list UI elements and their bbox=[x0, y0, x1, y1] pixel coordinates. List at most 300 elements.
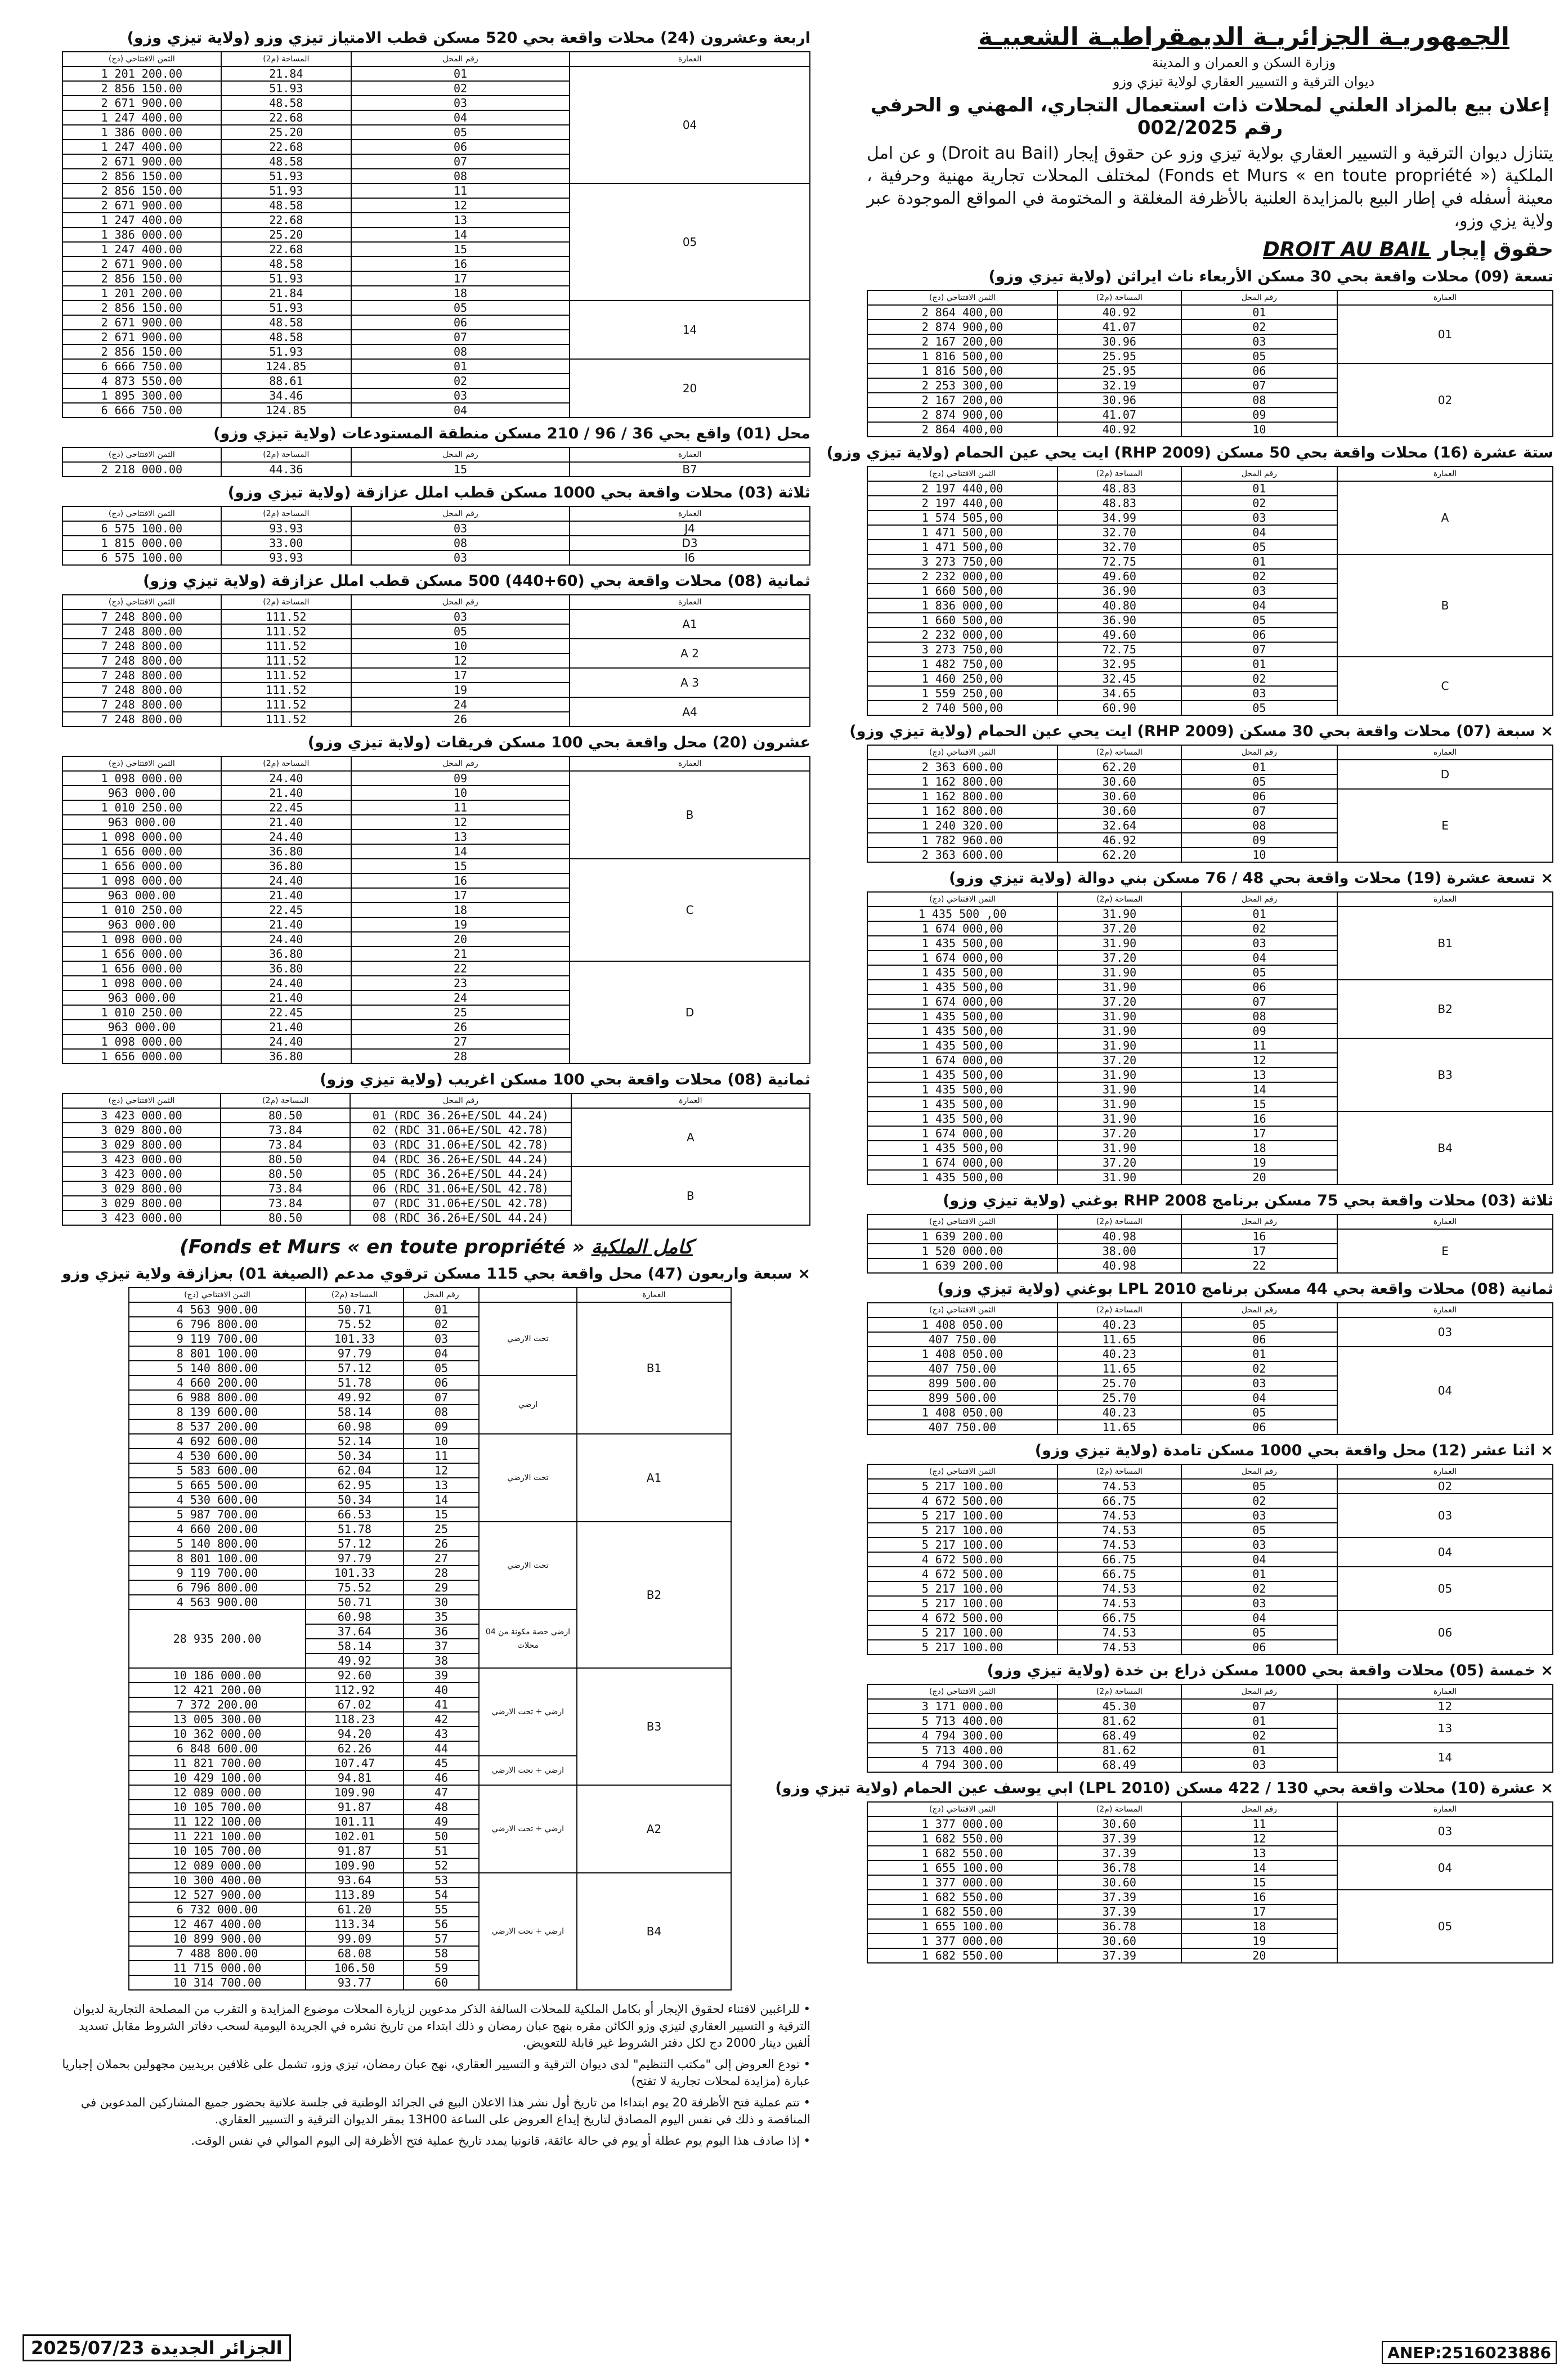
level-cell: ارضي حصة مكونة من 04 محلات bbox=[479, 1610, 577, 1668]
unit-cell: 14 bbox=[1181, 1861, 1337, 1875]
area-cell: 74.53 bbox=[1058, 1479, 1181, 1494]
unit-cell: 06 bbox=[1181, 1332, 1337, 1347]
unit-cell: 20 bbox=[1181, 1170, 1337, 1185]
table-header-row bbox=[867, 745, 1553, 760]
unit-cell: 52 bbox=[404, 1858, 479, 1873]
unit-cell: 05 bbox=[1181, 540, 1337, 554]
unit-cell: 03 bbox=[404, 1332, 479, 1346]
unit-cell: 02 bbox=[351, 81, 570, 96]
price-cell: 963 000.00 bbox=[62, 888, 221, 903]
price-cell: 2 874 900,00 bbox=[867, 407, 1058, 422]
table-header-cell: المساحة (م2) bbox=[1058, 1464, 1181, 1479]
price-cell: 1 656 000.00 bbox=[62, 961, 221, 976]
area-cell: 91.87 bbox=[306, 1800, 404, 1814]
price-cell: 1 656 000.00 bbox=[62, 844, 221, 859]
area-cell: 22.68 bbox=[221, 110, 351, 125]
unit-cell: 13 bbox=[404, 1478, 479, 1492]
building-cell: 04 bbox=[1337, 1537, 1553, 1567]
price-cell: 1 559 250,00 bbox=[867, 686, 1058, 701]
building-cell: B3 bbox=[1337, 1038, 1553, 1111]
unit-cell: 11 bbox=[351, 800, 570, 815]
price-cell: 1 471 500,00 bbox=[867, 525, 1058, 540]
price-cell: 10 186 000.00 bbox=[129, 1668, 306, 1683]
table-row bbox=[129, 1522, 731, 1536]
price-cell: 2 856 150.00 bbox=[62, 81, 221, 96]
building-cell: 02 bbox=[1337, 1479, 1553, 1494]
area-cell: 99.09 bbox=[306, 1931, 404, 1946]
unit-cell: 03 bbox=[351, 96, 570, 110]
price-cell: 10 362 000.00 bbox=[129, 1727, 306, 1741]
area-cell: 66.75 bbox=[1058, 1567, 1181, 1581]
unit-cell: 37 bbox=[404, 1639, 479, 1653]
price-cell: 5 987 700.00 bbox=[129, 1507, 306, 1522]
area-cell: 51.93 bbox=[221, 169, 351, 183]
price-cell: 1 682 550.00 bbox=[867, 1948, 1058, 1963]
price-cell: 6 732 000.00 bbox=[129, 1902, 306, 1917]
table-header-cell: العمارة bbox=[577, 1288, 731, 1302]
table-row bbox=[867, 1714, 1553, 1728]
unit-cell: 04 bbox=[1181, 951, 1337, 965]
table-row bbox=[867, 305, 1553, 320]
unit-cell: 13 bbox=[351, 830, 570, 844]
fonds-title-lat: (Fonds et Murs « en toute propriété » bbox=[180, 1236, 585, 1258]
table-header-cell: الثمن الافتتاحي (دج) bbox=[867, 290, 1058, 305]
area-cell: 25.70 bbox=[1058, 1376, 1181, 1391]
price-cell: 1 674 000,00 bbox=[867, 994, 1058, 1009]
price-cell: 1 674 000,00 bbox=[867, 1126, 1058, 1141]
level-cell: ارضي + تحت الارضي bbox=[479, 1668, 577, 1756]
price-cell: 10 300 400.00 bbox=[129, 1873, 306, 1888]
unit-cell: 42 bbox=[404, 1712, 479, 1727]
area-cell: 48.58 bbox=[221, 315, 351, 330]
area-cell: 62.04 bbox=[306, 1463, 404, 1478]
table-row bbox=[867, 1317, 1553, 1332]
unit-cell: 55 bbox=[404, 1902, 479, 1917]
building-cell: J4 bbox=[570, 521, 810, 536]
unit-cell: 03 bbox=[1181, 1508, 1337, 1523]
building-cell: 04 bbox=[1337, 1347, 1553, 1434]
building-cell: D bbox=[1337, 760, 1553, 789]
price-cell: 4 794 300.00 bbox=[867, 1728, 1058, 1743]
price-cell: 1 435 500,00 bbox=[867, 1024, 1058, 1038]
unit-cell: 10 bbox=[1181, 422, 1337, 437]
unit-cell: 06 bbox=[351, 140, 570, 154]
table-row bbox=[62, 609, 810, 624]
unit-cell: 38 bbox=[404, 1653, 479, 1668]
table-row bbox=[62, 697, 810, 712]
table-header-cell: الثمن الافتتاحي (دج) bbox=[62, 52, 221, 66]
price-cell: 2 856 150.00 bbox=[62, 271, 221, 286]
building-cell: 14 bbox=[1337, 1743, 1553, 1772]
price-cell: 12 527 900.00 bbox=[129, 1888, 306, 1902]
area-cell: 22.68 bbox=[221, 242, 351, 257]
price-cell: 1 435 500,00 bbox=[867, 1009, 1058, 1024]
table-header-cell: رقم المحل bbox=[1181, 892, 1337, 907]
building-cell: A 2 bbox=[570, 639, 810, 668]
price-cell: 7 248 800.00 bbox=[62, 683, 221, 697]
area-cell: 37.20 bbox=[1058, 921, 1181, 936]
table-header-row bbox=[62, 595, 810, 609]
price-cell: 6 575 100.00 bbox=[62, 550, 221, 565]
area-cell: 73.84 bbox=[221, 1181, 350, 1196]
price-cell: 407 750.00 bbox=[867, 1332, 1058, 1347]
price-cell: 5 217 100.00 bbox=[867, 1479, 1058, 1494]
unit-cell: 01 bbox=[351, 359, 570, 374]
price-cell: 2 232 000,00 bbox=[867, 627, 1058, 642]
area-cell: 21.84 bbox=[221, 66, 351, 81]
unit-cell: 10 bbox=[1181, 848, 1337, 862]
area-cell: 37.20 bbox=[1058, 951, 1181, 965]
price-cell: 5 217 100.00 bbox=[867, 1537, 1058, 1552]
unit-cell: 03 bbox=[1181, 1758, 1337, 1772]
unit-cell: 25 bbox=[351, 1005, 570, 1020]
unit-cell: 04 bbox=[1181, 1611, 1337, 1625]
area-cell: 31.90 bbox=[1058, 936, 1181, 951]
unit-cell: 28 bbox=[351, 1049, 570, 1064]
area-cell: 97.79 bbox=[306, 1551, 404, 1566]
area-cell: 30.60 bbox=[1058, 774, 1181, 789]
price-cell: 9 119 700.00 bbox=[129, 1332, 306, 1346]
price-cell: 13 005 300.00 bbox=[129, 1712, 306, 1727]
unit-cell: 28 bbox=[404, 1566, 479, 1580]
price-cell: 2 363 600.00 bbox=[867, 848, 1058, 862]
area-cell: 25.20 bbox=[221, 227, 351, 242]
table-header-cell: الثمن الافتتاحي (دج) bbox=[62, 447, 221, 462]
unit-cell: 21 bbox=[351, 947, 570, 961]
anep-reference: ANEP:2516023886 bbox=[1382, 2341, 1557, 2364]
level-cell: ارضي + تحت الارضي bbox=[479, 1785, 577, 1873]
price-cell: 2 671 900.00 bbox=[62, 154, 221, 169]
table-header-cell bbox=[479, 1288, 577, 1302]
unit-cell: 35 bbox=[404, 1610, 479, 1624]
level-cell: ارضي + تحت الارضي bbox=[479, 1756, 577, 1785]
unit-cell: 03 bbox=[1181, 686, 1337, 701]
price-cell: 1 639 200.00 bbox=[867, 1258, 1058, 1273]
price-cell: 7 372 200.00 bbox=[129, 1697, 306, 1712]
area-cell: 111.52 bbox=[221, 697, 351, 712]
area-cell: 31.90 bbox=[1058, 1141, 1181, 1155]
unit-cell: 06 bbox=[1181, 1640, 1337, 1655]
price-cell: 8 801 100.00 bbox=[129, 1551, 306, 1566]
price-cell: 3 171 000.00 bbox=[867, 1699, 1058, 1714]
unit-cell: 02 bbox=[1181, 1728, 1337, 1743]
unit-cell: 51 bbox=[404, 1844, 479, 1858]
building-cell: 13 bbox=[1337, 1714, 1553, 1743]
price-cell: 1 377 000.00 bbox=[867, 1934, 1058, 1948]
section-title: ثمانية (08) محلات واقعة بحي 44 مسكن برنامج LPL 2010 بوغني (ولاية تيزي وزو) bbox=[937, 1280, 1553, 1298]
area-cell: 34.46 bbox=[221, 388, 351, 403]
area-cell: 30.60 bbox=[1058, 1934, 1181, 1948]
area-cell: 31.90 bbox=[1058, 1024, 1181, 1038]
unit-cell: 14 bbox=[404, 1492, 479, 1507]
unit-cell: 22 bbox=[351, 961, 570, 976]
area-cell: 58.14 bbox=[306, 1405, 404, 1419]
price-cell: 5 217 100.00 bbox=[867, 1596, 1058, 1611]
area-cell: 22.45 bbox=[221, 903, 351, 917]
area-cell: 25.20 bbox=[221, 125, 351, 140]
area-cell: 118.23 bbox=[306, 1712, 404, 1727]
unit-cell: 08 bbox=[351, 169, 570, 183]
area-cell: 40.98 bbox=[1058, 1229, 1181, 1244]
table-header-row bbox=[62, 447, 810, 462]
unit-cell: 24 bbox=[351, 990, 570, 1005]
price-cell: 2 197 440,00 bbox=[867, 481, 1058, 496]
building-cell: 04 bbox=[570, 66, 810, 183]
unit-cell: 06 bbox=[1181, 1420, 1337, 1434]
unit-cell: 05 bbox=[1181, 774, 1337, 789]
building-cell: B bbox=[570, 771, 810, 859]
price-cell: 1 435 500,00 bbox=[867, 1111, 1058, 1126]
area-cell: 48.83 bbox=[1058, 481, 1181, 496]
price-cell: 1 660 500,00 bbox=[867, 584, 1058, 598]
area-cell: 51.93 bbox=[221, 81, 351, 96]
area-cell: 93.93 bbox=[221, 550, 351, 565]
unit-cell: 24 bbox=[351, 697, 570, 712]
table-row bbox=[62, 639, 810, 653]
price-cell: 899 500.00 bbox=[867, 1391, 1058, 1405]
section-title: محل (01) واقع بحي 36 / 96 / 210 مسكن منطقة المستودعات (ولاية تيزي وزو) bbox=[213, 425, 810, 442]
unit-cell: 20 bbox=[351, 932, 570, 947]
table-header-cell: رقم المحل bbox=[351, 756, 570, 771]
area-cell: 37.39 bbox=[1058, 1846, 1181, 1861]
area-cell: 74.53 bbox=[1058, 1596, 1181, 1611]
building-cell: 02 bbox=[1337, 364, 1553, 437]
unit-cell: 07 bbox=[404, 1390, 479, 1405]
building-cell: E bbox=[1337, 1229, 1553, 1273]
area-cell: 31.90 bbox=[1058, 1170, 1181, 1185]
table-header-cell: الثمن الافتتاحي (دج) bbox=[867, 1684, 1058, 1699]
table-header-cell: العمارة bbox=[1337, 1464, 1553, 1479]
unit-cell: 09 bbox=[1181, 833, 1337, 848]
price-cell: 1 240 320.00 bbox=[867, 818, 1058, 833]
table-header-cell: الثمن الافتتاحي (دج) bbox=[867, 467, 1058, 481]
price-cell: 7 248 800.00 bbox=[62, 609, 221, 624]
area-cell: 33.00 bbox=[221, 536, 351, 550]
area-cell: 21.84 bbox=[221, 286, 351, 301]
area-cell: 46.92 bbox=[1058, 833, 1181, 848]
building-cell: B1 bbox=[577, 1302, 731, 1434]
units-table bbox=[62, 756, 810, 1064]
left-column bbox=[62, 23, 810, 2154]
price-cell: 1 435 500,00 bbox=[867, 965, 1058, 980]
unit-cell: 04 bbox=[351, 403, 570, 418]
area-cell: 111.52 bbox=[221, 624, 351, 639]
price-cell: 1 010 250.00 bbox=[62, 903, 221, 917]
unit-cell: 06 bbox=[1181, 789, 1337, 804]
area-cell: 44.36 bbox=[221, 462, 351, 477]
section-title: × اثنا عشر (12) محل واقعة بحي 1000 مسكن تامدة (ولاية تيزي وزو) bbox=[1034, 1442, 1553, 1459]
area-cell: 62.26 bbox=[306, 1741, 404, 1756]
building-cell: 20 bbox=[570, 359, 810, 418]
table-row bbox=[129, 1434, 731, 1449]
area-cell: 60.90 bbox=[1058, 701, 1181, 715]
unit-cell: 07 bbox=[1181, 804, 1337, 818]
area-cell: 74.53 bbox=[1058, 1523, 1181, 1537]
unit-cell: 05 (RDC 36.26+E/SOL 44.24) bbox=[350, 1167, 571, 1181]
table-header-cell: الثمن الافتتاحي (دج) bbox=[867, 1802, 1058, 1817]
price-cell: 8 139 600.00 bbox=[129, 1405, 306, 1419]
unit-cell: 07 bbox=[1181, 994, 1337, 1009]
price-cell: 2 856 150.00 bbox=[62, 183, 221, 198]
price-cell: 5 217 100.00 bbox=[867, 1523, 1058, 1537]
condition-item: • إذا صادف هذا اليوم يوم عطلة أو يوم في حالة عائقة، قانونيا يمدد تاريخ عملية فتح الأظرفة إلى اليوم الموالي في نفس الوقت. bbox=[191, 2134, 810, 2148]
droit-title-lat: DROIT AU BAIL bbox=[1262, 238, 1431, 261]
table-row bbox=[867, 1038, 1553, 1053]
table-header-cell: الثمن الافتتاحي (دج) bbox=[62, 506, 221, 521]
price-cell: 963 000.00 bbox=[62, 1020, 221, 1034]
unit-cell: 44 bbox=[404, 1741, 479, 1756]
section-title: × عشرة (10) محلات واقعة بحي 130 / 422 مسكن (LPL 2010) ابي يوسف عين الحمام (ولاية تيزي وزو) bbox=[775, 1779, 1553, 1797]
price-cell: 3 029 800.00 bbox=[62, 1196, 221, 1211]
price-cell: 2 671 900.00 bbox=[62, 330, 221, 344]
price-cell: 963 000.00 bbox=[62, 786, 221, 800]
area-cell: 24.40 bbox=[221, 976, 351, 990]
units-table bbox=[62, 594, 810, 727]
table-header-row bbox=[867, 1303, 1553, 1317]
area-cell: 36.90 bbox=[1058, 613, 1181, 627]
building-cell: B2 bbox=[1337, 980, 1553, 1038]
area-cell: 50.71 bbox=[306, 1595, 404, 1610]
area-cell: 31.90 bbox=[1058, 1038, 1181, 1053]
unit-cell: 03 bbox=[1181, 936, 1337, 951]
unit-cell: 41 bbox=[404, 1697, 479, 1712]
table-header-cell: الثمن الافتتاحي (دج) bbox=[62, 1093, 221, 1108]
unit-cell: 12 bbox=[351, 815, 570, 830]
right-sections bbox=[775, 268, 1553, 1963]
price-cell: 3 423 000.00 bbox=[62, 1152, 221, 1167]
price-cell: 5 217 100.00 bbox=[867, 1625, 1058, 1640]
price-cell: 1 656 000.00 bbox=[62, 859, 221, 873]
area-cell: 111.52 bbox=[221, 712, 351, 727]
unit-cell: 04 bbox=[1181, 525, 1337, 540]
area-cell: 80.50 bbox=[221, 1211, 350, 1225]
price-cell: 10 314 700.00 bbox=[129, 1975, 306, 1990]
price-cell: 1 435 500,00 bbox=[867, 1038, 1058, 1053]
unit-cell: 01 bbox=[1181, 305, 1337, 320]
area-cell: 49.92 bbox=[306, 1390, 404, 1405]
area-cell: 62.95 bbox=[306, 1478, 404, 1492]
table-row bbox=[129, 1668, 731, 1683]
units-table bbox=[867, 745, 1553, 863]
level-cell: تحت الارضي bbox=[479, 1302, 577, 1375]
building-cell: A bbox=[571, 1108, 810, 1167]
table-row bbox=[62, 668, 810, 683]
area-cell: 37.20 bbox=[1058, 1053, 1181, 1068]
area-cell: 72.75 bbox=[1058, 554, 1181, 569]
unit-cell: 06 bbox=[1181, 980, 1337, 994]
area-cell: 93.77 bbox=[306, 1975, 404, 1990]
price-cell: 2 218 000.00 bbox=[62, 462, 221, 477]
table-row bbox=[867, 760, 1553, 774]
units-table bbox=[867, 1302, 1553, 1435]
area-cell: 57.12 bbox=[306, 1536, 404, 1551]
table-header-row bbox=[62, 1093, 810, 1108]
area-cell: 124.85 bbox=[221, 403, 351, 418]
newspaper-date: 2025/07/23 bbox=[31, 2337, 145, 2359]
area-cell: 41.07 bbox=[1058, 407, 1181, 422]
building-cell: B7 bbox=[570, 462, 810, 477]
area-cell: 88.61 bbox=[221, 374, 351, 388]
unit-cell: 15 bbox=[351, 462, 570, 477]
area-cell: 113.34 bbox=[306, 1917, 404, 1931]
level-cell: تحت الارضي bbox=[479, 1522, 577, 1610]
price-cell: 4 660 200.00 bbox=[129, 1375, 306, 1390]
area-cell: 60.98 bbox=[306, 1419, 404, 1434]
table-row bbox=[867, 907, 1553, 921]
unit-cell: 17 bbox=[351, 888, 570, 903]
area-cell: 112.92 bbox=[306, 1683, 404, 1697]
area-cell: 58.14 bbox=[306, 1639, 404, 1653]
area-cell: 66.53 bbox=[306, 1507, 404, 1522]
unit-cell: 45 bbox=[404, 1756, 479, 1770]
table-header-row bbox=[62, 756, 810, 771]
area-cell: 32.95 bbox=[1058, 657, 1181, 671]
price-cell: 2 363 600.00 bbox=[867, 760, 1058, 774]
unit-cell: 08 (RDC 36.26+E/SOL 44.24) bbox=[350, 1211, 571, 1225]
table-header-cell: المساحة (م2) bbox=[1058, 1684, 1181, 1699]
table-row bbox=[867, 1846, 1553, 1861]
unit-cell: 26 bbox=[351, 712, 570, 727]
unit-cell: 01 bbox=[404, 1302, 479, 1317]
unit-cell: 17 bbox=[1181, 1244, 1337, 1258]
unit-cell: 19 bbox=[1181, 1934, 1337, 1948]
price-cell: 11 221 100.00 bbox=[129, 1829, 306, 1844]
table-header-cell: الثمن الافتتاحي (دج) bbox=[867, 1214, 1058, 1229]
building-cell: B bbox=[1337, 554, 1553, 657]
unit-cell: 12 bbox=[1181, 1831, 1337, 1846]
newspaper-stamp bbox=[23, 2334, 291, 2361]
unit-cell: 05 bbox=[1181, 1317, 1337, 1332]
unit-cell: 07 bbox=[1181, 1699, 1337, 1714]
unit-cell: 26 bbox=[351, 1020, 570, 1034]
droit-title-ar: حقوق إيجار bbox=[1437, 238, 1553, 261]
unit-cell: 01 (RDC 36.26+E/SOL 44.24) bbox=[350, 1108, 571, 1123]
price-cell: 4 563 900.00 bbox=[129, 1302, 306, 1317]
section-title: ثمانية (08) محلات واقعة بحي (60+440) 500 مسكن قطب املل عزازقة (ولاية تيزي وزو) bbox=[143, 572, 810, 590]
building-cell: 03 bbox=[1337, 1817, 1553, 1846]
unit-cell: 05 bbox=[1181, 1625, 1337, 1640]
area-cell: 24.40 bbox=[221, 771, 351, 786]
price-cell: 1 895 300.00 bbox=[62, 388, 221, 403]
area-cell: 24.40 bbox=[221, 873, 351, 888]
area-cell: 31.90 bbox=[1058, 1068, 1181, 1082]
area-cell: 66.75 bbox=[1058, 1494, 1181, 1508]
price-cell: 5 140 800.00 bbox=[129, 1361, 306, 1375]
area-cell: 60.98 bbox=[306, 1610, 404, 1624]
area-cell: 111.52 bbox=[221, 609, 351, 624]
price-cell: 3 029 800.00 bbox=[62, 1123, 221, 1137]
area-cell: 62.20 bbox=[1058, 848, 1181, 862]
unit-cell: 05 bbox=[1181, 349, 1337, 364]
unit-cell: 11 bbox=[404, 1449, 479, 1463]
unit-cell: 49 bbox=[404, 1814, 479, 1829]
table-header-cell: العمارة bbox=[570, 506, 810, 521]
unit-cell: 06 bbox=[1181, 627, 1337, 642]
condition-item: • تودع العروض إلى "مكتب التنظيم" لدى ديوان الترقية و التسيير العقاري، نهج عبان رمضان، تيزي وزو، تشمل على غلافين بريديين مجهولين بحملان إجباريا عبارة (مزايدة لمحلات تجارية لا تفتح) bbox=[62, 2057, 810, 2088]
area-cell: 40.80 bbox=[1058, 598, 1181, 613]
units-table bbox=[867, 1464, 1553, 1655]
area-cell: 40.23 bbox=[1058, 1405, 1181, 1420]
unit-cell: 08 bbox=[1181, 818, 1337, 833]
area-cell: 21.40 bbox=[221, 786, 351, 800]
building-cell: C bbox=[1337, 657, 1553, 715]
area-cell: 81.62 bbox=[1058, 1714, 1181, 1728]
units-table bbox=[867, 1214, 1553, 1274]
price-cell: 407 750.00 bbox=[867, 1420, 1058, 1434]
unit-cell: 15 bbox=[351, 242, 570, 257]
unit-cell: 05 bbox=[1181, 1405, 1337, 1420]
area-cell: 93.64 bbox=[306, 1873, 404, 1888]
